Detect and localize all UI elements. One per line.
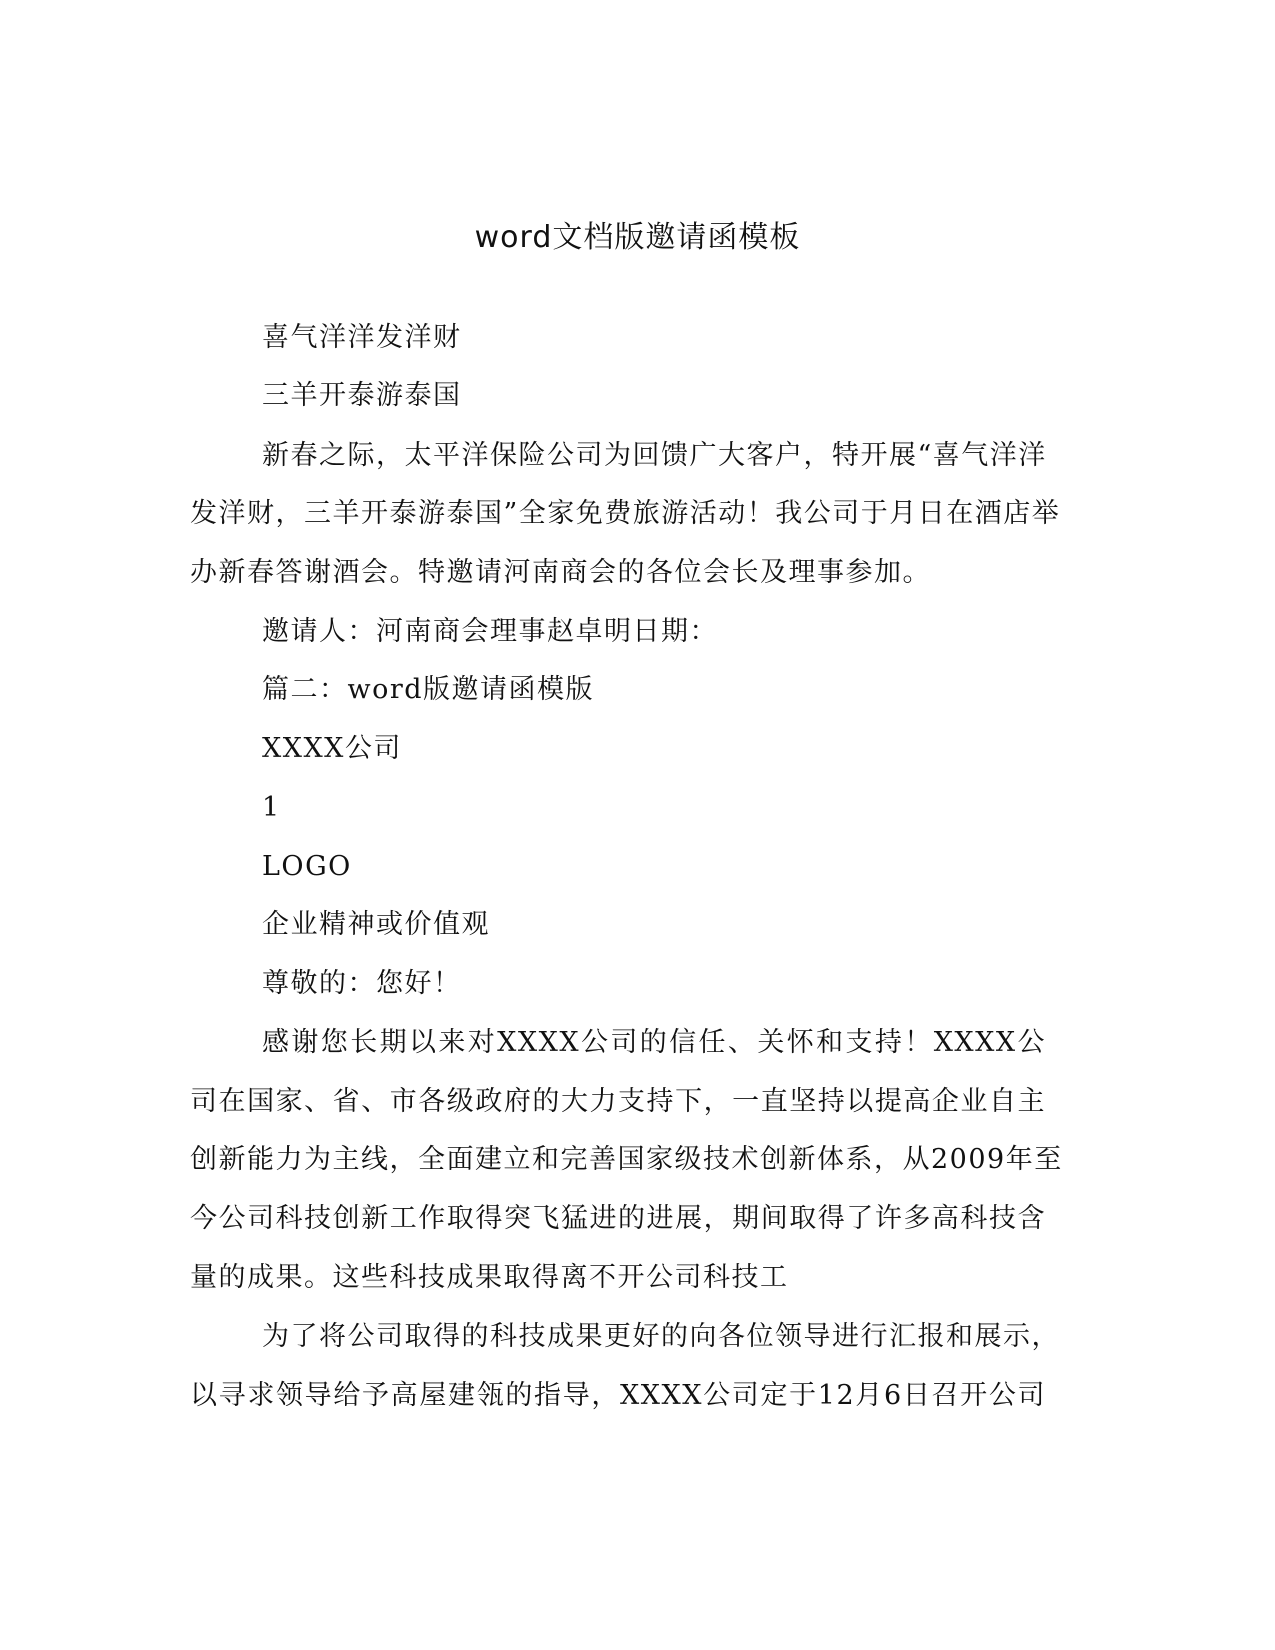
paragraph-line: LOGO xyxy=(262,851,352,882)
paragraph-line: 司在国家、省、市各级政府的大力支持下，一直坚持以提高企业自主 xyxy=(190,1086,1046,1117)
paragraph-line: 办新春答谢酒会。特邀请河南商会的各位会长及理事参加。 xyxy=(190,557,931,588)
paragraph-line: 创新能力为主线，全面建立和完善国家级技术创新体系，从2009年至 xyxy=(190,1144,1063,1175)
paragraph-line: 三羊开泰游泰国 xyxy=(262,380,462,411)
paragraph-line: 喜气洋洋发洋财 xyxy=(262,322,462,353)
paragraph-line: 1 xyxy=(262,792,281,823)
paragraph-line: 为了将公司取得的科技成果更好的向各位领导进行汇报和展示， xyxy=(262,1321,1060,1352)
paragraph-line: XXXX公司 xyxy=(262,733,402,764)
paragraph-line: 量的成果。这些科技成果取得离不开公司科技工 xyxy=(190,1262,789,1293)
paragraph-line: 发洋财，三羊开泰游泰国”全家免费旅游活动！我公司于月日在酒店举 xyxy=(190,498,1061,529)
paragraph-line: 尊敬的：您好！ xyxy=(262,968,462,999)
paragraph-line: 以寻求领导给予高屋建瓴的指导，XXXX公司定于12月6日召开公司 xyxy=(190,1380,1046,1411)
paragraph-line: 感谢您长期以来对XXXX公司的信任、关怀和支持！XXXX公 xyxy=(262,1027,1046,1058)
paragraph-line: 企业精神或价值观 xyxy=(262,909,490,940)
paragraph-line: 今公司科技创新工作取得突飞猛进的进展，期间取得了许多高科技含 xyxy=(190,1203,1046,1234)
paragraph-line: 邀请人：河南商会理事赵卓明日期： xyxy=(262,616,718,647)
paragraph-line: 新春之际，太平洋保险公司为回馈广大客户，特开展“喜气洋洋 xyxy=(262,440,1047,471)
document-title: word文档版邀请函模板 xyxy=(474,220,801,255)
paragraph-line: 篇二：word版邀请函模版 xyxy=(262,674,595,705)
